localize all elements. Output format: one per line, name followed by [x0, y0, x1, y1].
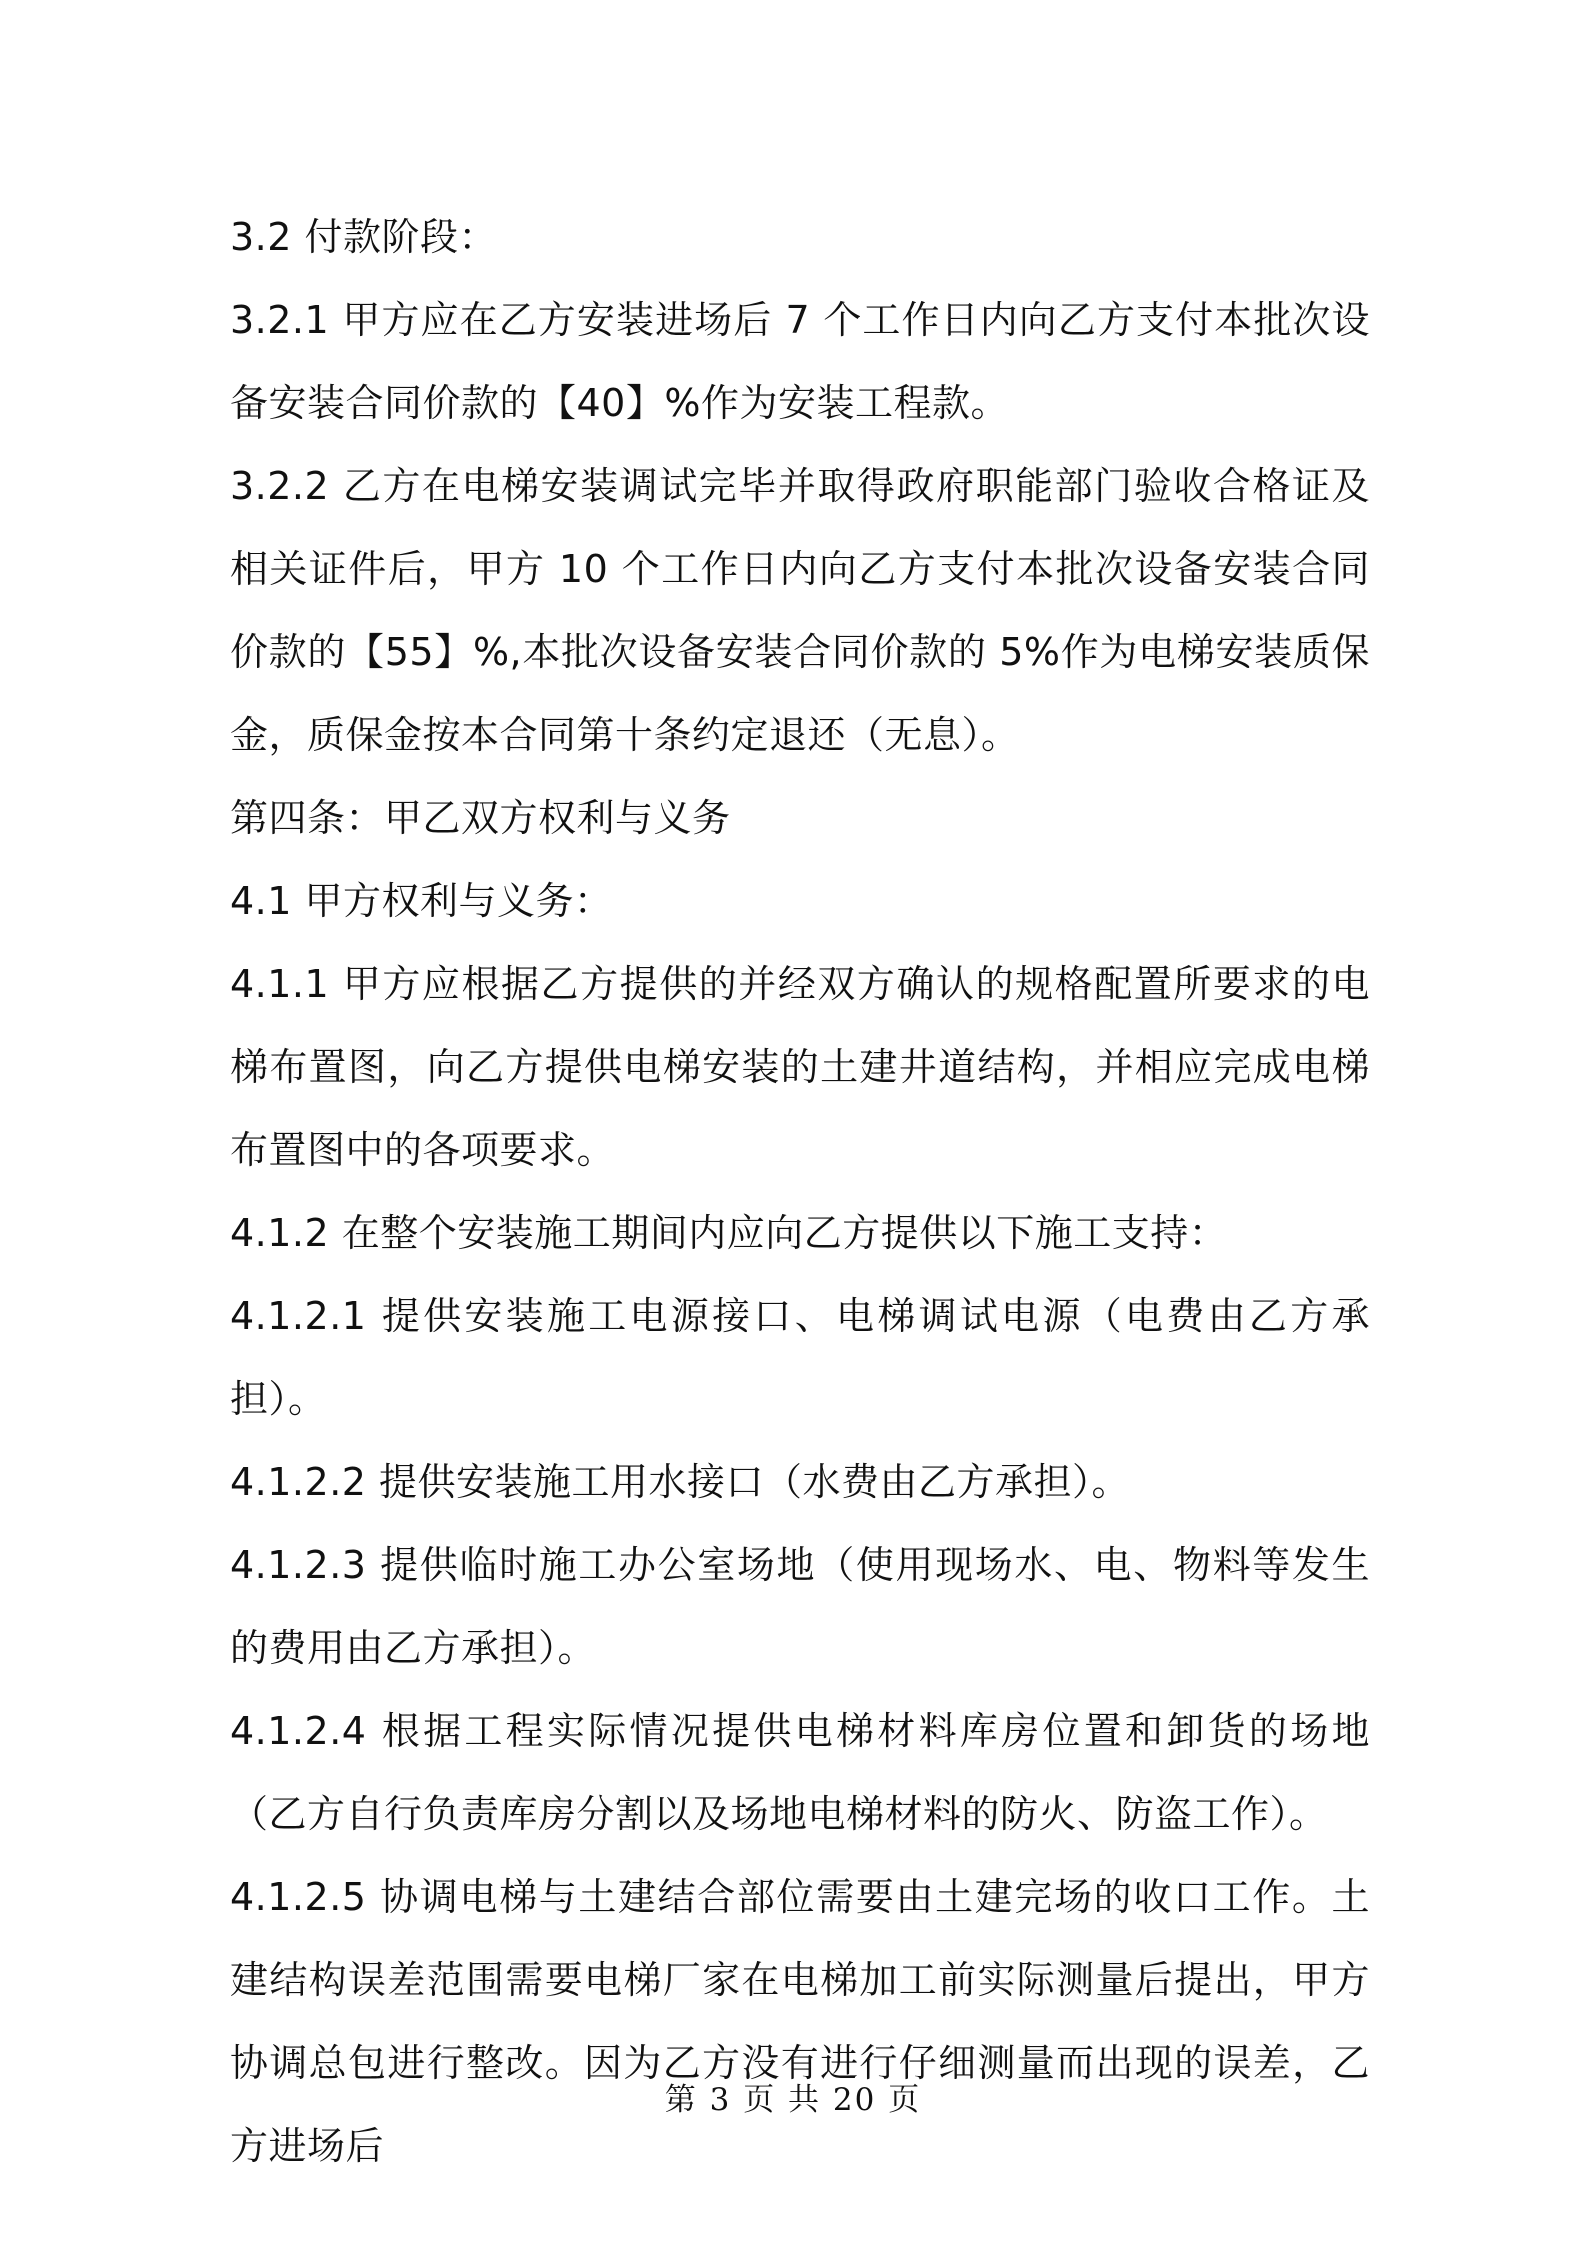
clause-4-1-2-4: 4.1.2.4 根据工程实际情况提供电梯材料库房位置和卸货的场地（乙方自行负责库房分割以及场地电梯材料的防火、防盗工作）。	[230, 1709, 1370, 1836]
clause-3-2-1: 3.2.1 甲方应在乙方安装进场后 7 个工作日内向乙方支付本批次设备安装合同价款的【40】%作为安装工程款。	[230, 298, 1370, 425]
clause-3-2-2: 3.2.2 乙方在电梯安装调试完毕并取得政府职能部门验收合格证及相关证件后，甲方 10 个工作日内向乙方支付本批次设备安装合同价款的【55】%,本批次设备安装合同价款的 5%作为电梯安装质保金，质保金按本合同第十条约定退还（无息）。	[230, 464, 1370, 757]
clause-4-1-2-5: 4.1.2.5 协调电梯与土建结合部位需要由土建完场的收口工作。土建结构误差范围需要电梯厂家在电梯加工前实际测量后提出，甲方协调总包进行整改。因为乙方没有进行仔细测量而出现的误差，乙方进场后	[230, 1875, 1370, 2168]
clause-4-1-2: 4.1.2 在整个安装施工期间内应向乙方提供以下施工支持：	[230, 1211, 1228, 1255]
clause-4-1-2-1: 4.1.2.1 提供安装施工电源接口、电梯调试电源（电费由乙方承担）。	[230, 1294, 1370, 1421]
section-heading-4-1: 4.1 甲方权利与义务：	[230, 879, 613, 923]
article-heading-4: 第四条：甲乙双方权利与义务	[230, 796, 731, 840]
clause-4-1-2-2: 4.1.2.2 提供安装施工用水接口（水费由乙方承担）。	[230, 1460, 1131, 1504]
page-number-footer: 第 3 页 共 20 页	[664, 2082, 922, 2118]
section-heading-3-2: 3.2 付款阶段：	[230, 215, 498, 259]
document-body	[230, 196, 1370, 2188]
clause-4-1-2-3: 4.1.2.3 提供临时施工办公室场地（使用现场水、电、物料等发生的费用由乙方承担）。	[230, 1543, 1370, 1670]
clause-4-1-1: 4.1.1 甲方应根据乙方提供的并经双方确认的规格配置所要求的电梯布置图，向乙方提供电梯安装的土建井道结构，并相应完成电梯布置图中的各项要求。	[230, 962, 1370, 1172]
